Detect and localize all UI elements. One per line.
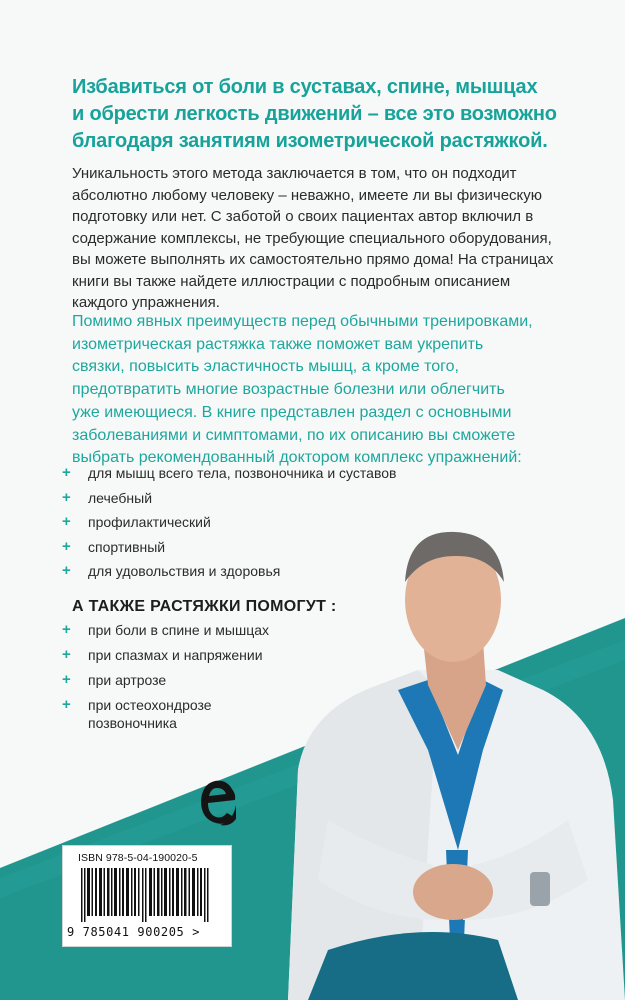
- list-item: + при остеохондрозе позвоночника: [62, 696, 212, 731]
- plus-icon: +: [62, 537, 71, 555]
- conditions-list: [62, 621, 298, 732]
- plus-icon: +: [62, 488, 71, 506]
- plus-icon: +: [62, 646, 71, 663]
- also-heading: А ТАКЖЕ РАСТЯЖКИ ПОМОГУТ :: [72, 598, 337, 615]
- eksmo-e-logo-icon: [196, 775, 240, 831]
- barcode-icon: [81, 868, 213, 922]
- description-paragraph: Уникальность этого метода заключается в том, что он подходит абсолютно любому человеку – неважно, имеете ли вы физическую подготовку или нет. С заботой о своих пациентах автор включил в содержание комплексы, не требующие специального оборудования, вы можете выполнять их самостоятельно прямо дома! На страницах книги вы также найдете иллюстрации с подробным описанием каждого упражнения.: [72, 165, 554, 311]
- list-item: + спортивный: [62, 537, 166, 555]
- list-item: + при боли в спине и мышцах: [62, 621, 270, 638]
- list-item: + профилактический: [62, 513, 211, 530]
- barcode-number: 9 785041 900205 >: [67, 925, 201, 939]
- plus-icon: +: [62, 513, 71, 530]
- list-item: + при артрозе: [62, 671, 167, 688]
- list-item: + при спазмах и напряжении: [62, 646, 263, 663]
- doctor-photo: [268, 520, 625, 1000]
- plus-icon: +: [62, 671, 71, 688]
- list-item: + для удовольствия и здоровья: [62, 562, 281, 579]
- plus-icon: +: [62, 696, 71, 713]
- plus-icon: +: [62, 621, 71, 638]
- headline: Избавиться от боли в суставах, спине, мышцах и обрести легкость движений – все это возможно благодаря занятиям изометрической растяжкой.: [72, 76, 557, 152]
- list-item: + лечебный: [62, 488, 153, 506]
- list-item: + для мышц всего тела, позвоночника и суставов: [62, 464, 397, 481]
- plus-icon: +: [62, 562, 71, 579]
- isbn-barcode-block: [62, 845, 232, 947]
- plus-icon: +: [62, 464, 71, 481]
- isbn-label: ISBN 978-5-04-190020-5: [78, 852, 198, 864]
- benefits-paragraph: Помимо явных преимуществ перед обычными тренировками, изометрическая растяжка также поможет вам укрепить связки, повысить эластичность мышц, а кроме того, предотвратить многие возрастные болезни или облегчить уже имеющиеся. В книге представлен раздел с основными заболеваниями и симптомами, по их описанию вы сможете выбрать рекомендованный доктором комплекс упражнений:: [72, 313, 533, 467]
